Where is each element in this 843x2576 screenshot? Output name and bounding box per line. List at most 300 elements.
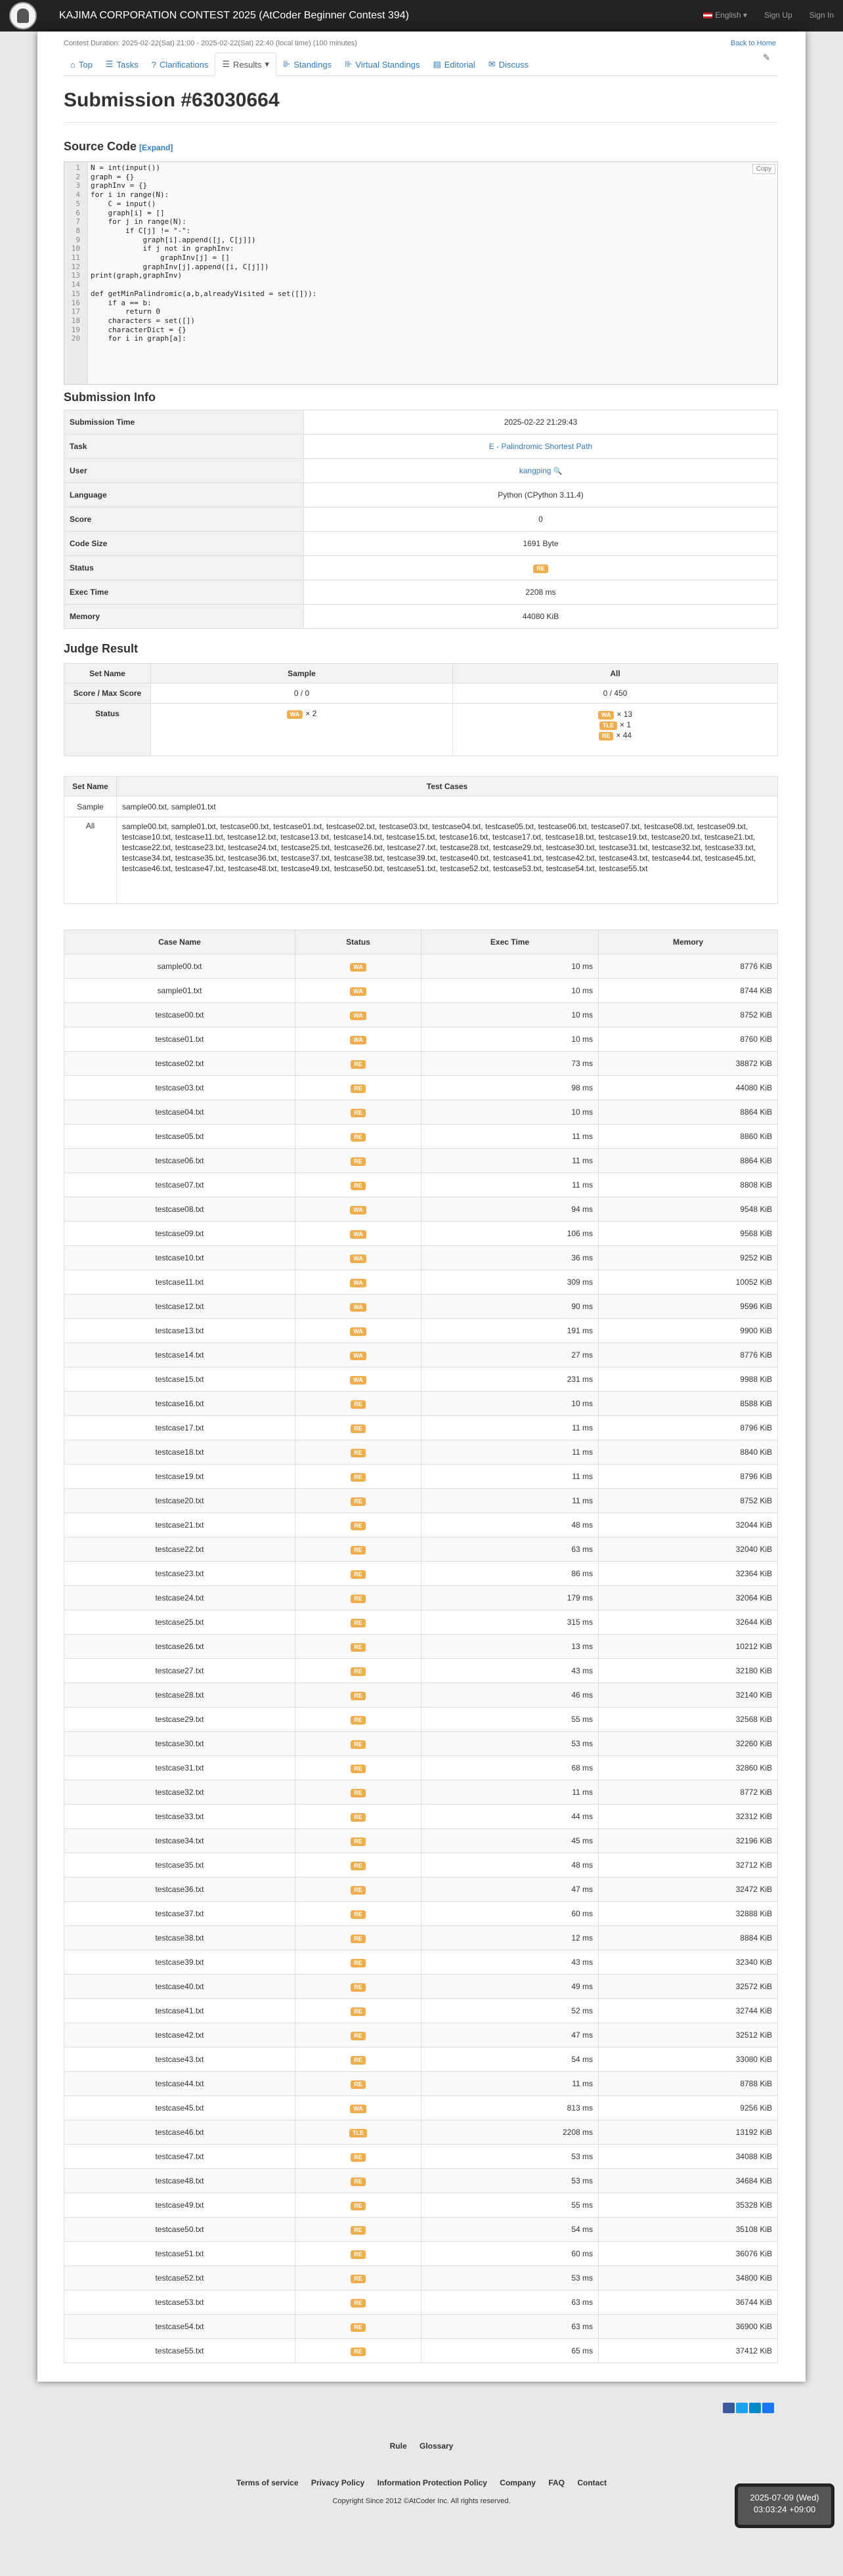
- table-row: [64, 1610, 778, 1635]
- info-row: [64, 556, 778, 580]
- status-badge: RE: [351, 1182, 366, 1190]
- status-badge: RE: [351, 2226, 366, 2235]
- table-row: [64, 955, 778, 979]
- info-key: Memory: [64, 605, 304, 629]
- case-exec-time: 13 ms: [422, 1635, 599, 1659]
- set-cases: sample00.txt, sample01.txt: [117, 796, 778, 817]
- status-badge: RE: [351, 1935, 366, 1943]
- all-status: [453, 704, 778, 756]
- sign-up-link[interactable]: Sign Up: [764, 11, 792, 20]
- clock-time: 03:03:24 +09:00: [753, 2504, 816, 2514]
- case-name: testcase54.txt: [64, 2315, 295, 2339]
- case-exec-time: 65 ms: [422, 2339, 599, 2363]
- table-row: [64, 2169, 778, 2193]
- case-name: testcase34.txt: [64, 1829, 295, 1853]
- info-key: Exec Time: [64, 580, 304, 605]
- case-name: testcase53.txt: [64, 2290, 295, 2315]
- case-memory: 8760 KiB: [599, 1027, 778, 1052]
- line-number: 2: [76, 172, 80, 181]
- case-name: testcase45.txt: [64, 2096, 295, 2120]
- line-number: 14: [71, 280, 80, 290]
- expand-link[interactable]: [Expand]: [139, 143, 173, 152]
- status-badge: RE: [351, 1425, 366, 1433]
- case-status: [295, 1902, 422, 1926]
- case-name: testcase28.txt: [64, 1683, 295, 1707]
- case-exec-time: 11 ms: [422, 1489, 599, 1513]
- footer-faq-link[interactable]: FAQ: [548, 2478, 565, 2487]
- case-status: [295, 1707, 422, 1732]
- table-row: [64, 1052, 778, 1076]
- case-status: [295, 1076, 422, 1100]
- status-badge: RE: [351, 2178, 366, 2186]
- status-label: Status: [64, 704, 151, 756]
- case-exec-time: 54 ms: [422, 2218, 599, 2242]
- case-name: testcase02.txt: [64, 1052, 295, 1076]
- case-status: [295, 979, 422, 1003]
- code-text: C = input(): [91, 199, 156, 208]
- case-status: [295, 1878, 422, 1902]
- status-badge: RE: [351, 1667, 366, 1676]
- case-exec-time: 86 ms: [422, 1562, 599, 1586]
- twitter-icon[interactable]: [736, 2403, 748, 2413]
- submission-info-heading: Submission Info: [64, 391, 156, 404]
- case-name: testcase29.txt: [64, 1707, 295, 1732]
- table-row: [64, 1076, 778, 1100]
- col-exec-time: Exec Time: [422, 930, 599, 955]
- status-badge: RE: [351, 1522, 366, 1530]
- case-exec-time: 53 ms: [422, 2266, 599, 2290]
- case-name: testcase17.txt: [64, 1416, 295, 1440]
- status-badge: WA: [350, 2105, 366, 2113]
- table-row: [64, 1878, 778, 1902]
- status-badge: RE: [351, 1109, 366, 1117]
- status-badge: RE: [351, 1983, 366, 1992]
- col-sample: Sample: [151, 664, 453, 683]
- case-status: [295, 1173, 422, 1197]
- line-number: 13: [71, 271, 80, 280]
- status-badge: RE: [351, 1497, 366, 1506]
- code-text: for j in range(N):: [91, 217, 186, 226]
- status-badge: RE: [351, 1789, 366, 1797]
- case-name: testcase50.txt: [64, 2218, 295, 2242]
- table-row: [64, 1125, 778, 1149]
- tab-standings[interactable]: ⊪ Standings: [282, 59, 332, 70]
- case-exec-time: 55 ms: [422, 2193, 599, 2218]
- status-badge: RE: [351, 2348, 366, 2356]
- search-icon[interactable]: 🔍: [551, 467, 563, 475]
- code-text: def getMinPalindromic(a,b,alreadyVisited = set([])):: [91, 289, 317, 298]
- status-badge: RE: [351, 1133, 366, 1142]
- info-value: 1691 Byte: [304, 532, 778, 556]
- status-badge: RE: [351, 2299, 366, 2308]
- table-row: [64, 1732, 778, 1756]
- contest-duration: Contest Duration: 2025-02-22(Sat) 21:00 - 2025-02-22(Sat) 22:40 (local time) (100 minutes): [64, 39, 357, 47]
- case-memory: 10052 KiB: [599, 1270, 778, 1295]
- copy-button[interactable]: Copy: [752, 164, 775, 174]
- col-all: All: [453, 664, 778, 683]
- code-line: [64, 307, 778, 316]
- table-row: [64, 1149, 778, 1173]
- code-line: [64, 326, 778, 335]
- share-buttons: [723, 2403, 774, 2413]
- case-exec-time: 63 ms: [422, 1537, 599, 1562]
- line-number: 4: [76, 190, 80, 200]
- case-status: [295, 1659, 422, 1683]
- case-status: [295, 2145, 422, 2169]
- table-row: [64, 2218, 778, 2242]
- table-row: [64, 1853, 778, 1878]
- share-plus-icon[interactable]: [762, 2403, 774, 2413]
- status-badge: WA: [350, 1303, 366, 1312]
- case-exec-time: 10 ms: [422, 1392, 599, 1416]
- case-exec-time: 11 ms: [422, 1465, 599, 1489]
- code-text: graph[i] = []: [91, 208, 165, 217]
- case-status: [295, 1756, 422, 1780]
- case-status: [295, 2339, 422, 2363]
- task-link[interactable]: E - Palindromic Shortest Path: [488, 442, 593, 451]
- flag-icon: [703, 12, 712, 18]
- judge-result-heading: Judge Result: [64, 642, 139, 655]
- status-badge: RE: [351, 2153, 366, 2162]
- footer-company-link[interactable]: Company: [500, 2478, 536, 2487]
- case-exec-time: 48 ms: [422, 1853, 599, 1878]
- case-exec-time: 47 ms: [422, 2023, 599, 2048]
- case-status: [295, 1440, 422, 1465]
- test-set-table: [64, 776, 778, 904]
- case-name: testcase03.txt: [64, 1076, 295, 1100]
- table-row: [64, 1756, 778, 1780]
- code-line: [64, 181, 778, 190]
- case-exec-time: 53 ms: [422, 2145, 599, 2169]
- code-text: graphInv[j].append([i, C[j]]): [91, 262, 269, 271]
- table-row: [64, 1780, 778, 1805]
- case-status: [295, 1513, 422, 1537]
- case-memory: 9596 KiB: [599, 1295, 778, 1319]
- case-name: testcase35.txt: [64, 1853, 295, 1878]
- table-row: [64, 1440, 778, 1465]
- col-status: Status: [295, 930, 422, 955]
- status-badge: WA: [350, 1279, 366, 1287]
- case-exec-time: 191 ms: [422, 1319, 599, 1343]
- case-status: [295, 1465, 422, 1489]
- footer-contact-link[interactable]: Contact: [577, 2478, 607, 2487]
- case-memory: 32064 KiB: [599, 1586, 778, 1610]
- table-row: [64, 1100, 778, 1125]
- status-badge: RE: [351, 1619, 366, 1627]
- tab-editorial[interactable]: ▤ Editorial: [433, 59, 475, 70]
- source-code-heading: Source Code [Expand]: [64, 140, 173, 153]
- user-link[interactable]: kangping: [519, 466, 551, 475]
- case-exec-time: 11 ms: [422, 1440, 599, 1465]
- case-memory: 32260 KiB: [599, 1732, 778, 1756]
- case-name: testcase04.txt: [64, 1100, 295, 1125]
- code-text: for i in range(N):: [91, 190, 169, 200]
- case-status: [295, 1222, 422, 1246]
- case-exec-time: 11 ms: [422, 1173, 599, 1197]
- table-row: [64, 2290, 778, 2315]
- info-key: User: [64, 459, 304, 483]
- code-line: [64, 244, 778, 253]
- case-memory: 8776 KiB: [599, 1343, 778, 1367]
- all-score: 0 / 450: [453, 683, 778, 704]
- line-number: 7: [76, 217, 80, 226]
- code-line: [64, 163, 778, 173]
- table-row: [64, 1319, 778, 1343]
- table-row: [64, 2315, 778, 2339]
- case-memory: 13192 KiB: [599, 2120, 778, 2145]
- case-memory: 32196 KiB: [599, 1829, 778, 1853]
- case-name: testcase38.txt: [64, 1926, 295, 1950]
- main-container: [37, 32, 806, 2382]
- footer-terms-link[interactable]: Terms of service: [236, 2478, 299, 2487]
- case-memory: 32744 KiB: [599, 1999, 778, 2023]
- case-exec-time: 52 ms: [422, 1999, 599, 2023]
- server-clock: [735, 2483, 834, 2528]
- line-number: 3: [76, 181, 80, 190]
- table-row: [64, 979, 778, 1003]
- sample-score: 0 / 0: [151, 683, 453, 704]
- case-name: testcase25.txt: [64, 1610, 295, 1635]
- case-name: testcase00.txt: [64, 1003, 295, 1027]
- status-count: × 2: [305, 709, 317, 718]
- case-name: testcase33.txt: [64, 1805, 295, 1829]
- status-summary: [156, 709, 447, 719]
- back-to-home-link[interactable]: Back to Home: [730, 39, 776, 47]
- case-status: [295, 1950, 422, 1975]
- case-memory: 32044 KiB: [599, 1513, 778, 1537]
- case-memory: 34800 KiB: [599, 2266, 778, 2290]
- col-case-name: Case Name: [64, 930, 295, 955]
- tab-virtual-standings[interactable]: ⊪ Virtual Standings: [345, 59, 420, 70]
- case-exec-time: 11 ms: [422, 1149, 599, 1173]
- case-memory: 32472 KiB: [599, 1878, 778, 1902]
- info-row: [64, 605, 778, 629]
- code-text: print(graph,graphInv): [91, 271, 183, 280]
- case-status: [295, 1732, 422, 1756]
- status-badge: RE: [351, 2202, 366, 2210]
- tab-top[interactable]: ⌂ Top: [70, 59, 93, 70]
- tab-discuss[interactable]: ✉ Discuss: [488, 59, 529, 70]
- copyright: Copyright Since 2012 ©AtCoder Inc. All rights reserved.: [332, 2497, 511, 2505]
- status-badge: RE: [351, 1886, 366, 1895]
- line-number: 10: [71, 244, 80, 253]
- case-name: testcase09.txt: [64, 1222, 295, 1246]
- case-status: [295, 1635, 422, 1659]
- info-row: [64, 507, 778, 532]
- case-status: [295, 2218, 422, 2242]
- case-name: testcase30.txt: [64, 1732, 295, 1756]
- table-row: [64, 1173, 778, 1197]
- clock-date: 2025-07-09 (Wed): [750, 2493, 819, 2502]
- pin-icon[interactable]: ✎: [763, 53, 770, 62]
- case-exec-time: 11 ms: [422, 1780, 599, 1805]
- col-memory: Memory: [599, 930, 778, 955]
- info-row: [64, 580, 778, 605]
- info-value: [304, 459, 778, 483]
- case-exec-time: 44 ms: [422, 1805, 599, 1829]
- judge-result-table: [64, 663, 778, 756]
- case-memory: 8840 KiB: [599, 1440, 778, 1465]
- code-text: characterDict = {}: [91, 325, 186, 334]
- case-name: testcase07.txt: [64, 1173, 295, 1197]
- case-exec-time: 63 ms: [422, 2315, 599, 2339]
- case-memory: 36900 KiB: [599, 2315, 778, 2339]
- table-row: [64, 2096, 778, 2120]
- case-status: [295, 2315, 422, 2339]
- status-badge: WA: [350, 1327, 366, 1336]
- tab-tasks[interactable]: ☰ Tasks: [105, 59, 139, 70]
- info-value: 0: [304, 507, 778, 532]
- case-exec-time: 315 ms: [422, 1610, 599, 1635]
- case-memory: 8864 KiB: [599, 1149, 778, 1173]
- code-line: [64, 173, 778, 182]
- case-memory: 9256 KiB: [599, 2096, 778, 2120]
- code-line: [64, 299, 778, 308]
- status-badge: RE: [351, 1595, 366, 1603]
- case-status: [295, 1610, 422, 1635]
- info-value: [304, 435, 778, 459]
- caret-down-icon: ▾: [265, 59, 269, 69]
- table-row: [64, 2242, 778, 2266]
- info-value: Python (CPython 3.11.4): [304, 483, 778, 507]
- status-count: × 13: [616, 710, 633, 719]
- line-number: 9: [76, 235, 80, 244]
- status-badge: RE: [351, 1060, 366, 1069]
- case-exec-time: 63 ms: [422, 2290, 599, 2315]
- case-exec-time: 55 ms: [422, 1707, 599, 1732]
- case-status: [295, 1416, 422, 1440]
- footer-glossary-link[interactable]: Glossary: [419, 2441, 454, 2451]
- status-badge: RE: [351, 2007, 366, 2016]
- table-row: [64, 1950, 778, 1975]
- table-row: [64, 1537, 778, 1562]
- case-exec-time: 43 ms: [422, 1950, 599, 1975]
- table-row: [64, 2339, 778, 2363]
- case-memory: 36744 KiB: [599, 2290, 778, 2315]
- status-badge: RE: [351, 1157, 366, 1166]
- code-text: return 0: [91, 307, 160, 316]
- telegram-icon[interactable]: [749, 2403, 761, 2413]
- footer-privacy-link[interactable]: Privacy Policy: [311, 2478, 365, 2487]
- line-number: 11: [71, 253, 80, 262]
- case-memory: 8776 KiB: [599, 955, 778, 979]
- case-name: testcase21.txt: [64, 1513, 295, 1537]
- case-name: testcase13.txt: [64, 1319, 295, 1343]
- case-memory: 8744 KiB: [599, 979, 778, 1003]
- case-name: testcase05.txt: [64, 1125, 295, 1149]
- line-number: 18: [71, 316, 80, 325]
- case-exec-time: 10 ms: [422, 1003, 599, 1027]
- status-badge: RE: [351, 2250, 366, 2259]
- line-number: 5: [76, 199, 80, 208]
- case-memory: 9252 KiB: [599, 1246, 778, 1270]
- table-row: [64, 2023, 778, 2048]
- sign-in-link[interactable]: Sign In: [809, 11, 834, 20]
- contest-title[interactable]: KAJIMA CORPORATION CONTEST 2025 (AtCoder Beginner Contest 394): [59, 10, 409, 21]
- case-status: [295, 1537, 422, 1562]
- table-row: [64, 2193, 778, 2218]
- case-memory: 9548 KiB: [599, 1197, 778, 1222]
- status-badge: RE: [533, 565, 548, 573]
- case-memory: 32888 KiB: [599, 1902, 778, 1926]
- table-row: [64, 1975, 778, 1999]
- col-test-cases: Test Cases: [117, 777, 778, 796]
- list-icon: ☰: [222, 59, 230, 69]
- case-exec-time: 48 ms: [422, 1513, 599, 1537]
- case-status: [295, 1003, 422, 1027]
- case-status: [295, 1319, 422, 1343]
- case-memory: 36076 KiB: [599, 2242, 778, 2266]
- table-row: [64, 1392, 778, 1416]
- case-status: [295, 1246, 422, 1270]
- source-code-block[interactable]: [64, 161, 778, 385]
- table-row: [64, 2266, 778, 2290]
- atcoder-logo[interactable]: [9, 2, 37, 30]
- language-dropdown[interactable]: English ▾: [703, 11, 747, 20]
- case-exec-time: 43 ms: [422, 1659, 599, 1683]
- case-exec-time: 94 ms: [422, 1197, 599, 1222]
- case-exec-time: 11 ms: [422, 2072, 599, 2096]
- table-row: [64, 1999, 778, 2023]
- info-key: Status: [64, 556, 304, 580]
- code-line: [64, 209, 778, 218]
- footer-info-protection-link[interactable]: Information Protection Policy: [377, 2478, 487, 2487]
- case-memory: 8808 KiB: [599, 1173, 778, 1197]
- case-status: [295, 1149, 422, 1173]
- case-status: [295, 1343, 422, 1367]
- col-set-name: Set Name: [64, 664, 151, 683]
- case-memory: 10212 KiB: [599, 1635, 778, 1659]
- table-row: [64, 1926, 778, 1950]
- case-name: testcase26.txt: [64, 1635, 295, 1659]
- case-name: testcase27.txt: [64, 1659, 295, 1683]
- case-exec-time: 60 ms: [422, 2242, 599, 2266]
- status-count: × 1: [619, 720, 631, 729]
- table-row: [64, 1659, 778, 1683]
- status-badge: RE: [351, 1643, 366, 1652]
- case-name: testcase46.txt: [64, 2120, 295, 2145]
- case-memory: 32040 KiB: [599, 1537, 778, 1562]
- chart-icon: ⊪: [282, 59, 291, 69]
- code-line: [64, 280, 778, 290]
- set-name: All: [64, 817, 117, 904]
- status-badge: RE: [351, 1862, 366, 1870]
- case-exec-time: 12 ms: [422, 1926, 599, 1950]
- code-line: [64, 316, 778, 326]
- status-badge: WA: [287, 710, 303, 719]
- line-number: 6: [76, 208, 80, 217]
- info-row: [64, 410, 778, 435]
- facebook-icon[interactable]: [723, 2403, 735, 2413]
- code-text: N = int(input()): [91, 163, 160, 172]
- case-name: testcase24.txt: [64, 1586, 295, 1610]
- info-key: Score: [64, 507, 304, 532]
- case-name: testcase52.txt: [64, 2266, 295, 2290]
- table-row: [64, 1270, 778, 1295]
- table-row: [64, 1829, 778, 1853]
- case-status: [295, 1975, 422, 1999]
- case-exec-time: 10 ms: [422, 979, 599, 1003]
- case-memory: 9900 KiB: [599, 1319, 778, 1343]
- table-row: [64, 2072, 778, 2096]
- footer-rule-link[interactable]: Rule: [389, 2441, 407, 2451]
- case-name: testcase11.txt: [64, 1270, 295, 1295]
- page-title: Submission #63030664: [64, 89, 280, 111]
- case-status: [295, 1926, 422, 1950]
- tab-clarifications[interactable]: ? Clarifications: [151, 59, 209, 70]
- table-row: [64, 1683, 778, 1707]
- tab-results[interactable]: ☰ Results ▾: [215, 53, 276, 76]
